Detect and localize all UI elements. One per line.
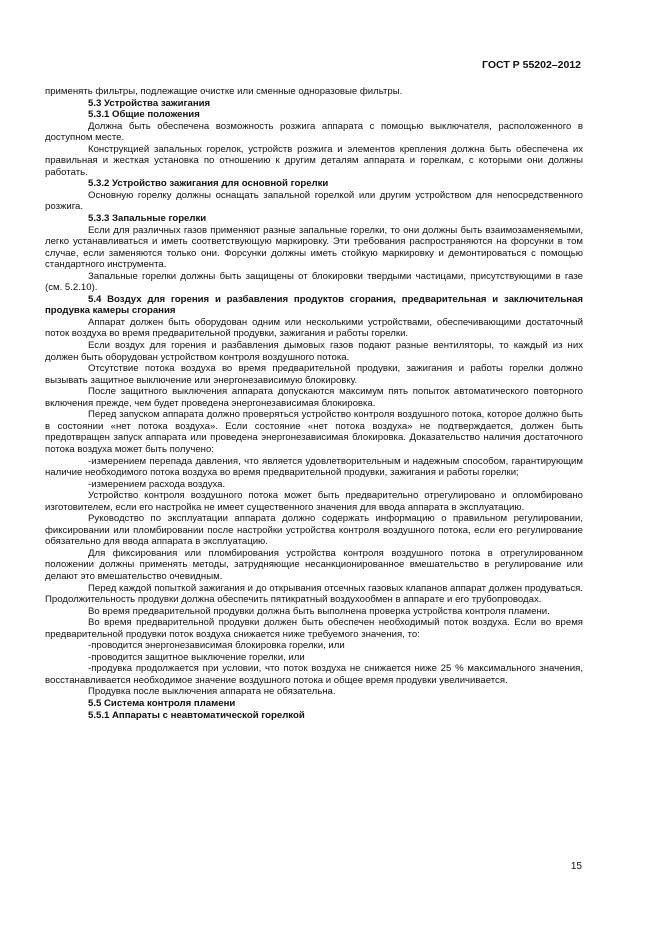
list-item-text: продувка продолжается при условии, что поток воздуха не снижается ниже 25 % максимального значения, восстанавливается необходимое значение воздушного потока и общее время продувки увеличивается. — [45, 663, 583, 686]
list-item-text: измерением перепада давления, что является удовлетворительным и надежным способом, гарантирующим наличие необходимого потока воздуха во время предварительной продувки, зажигания и работы горелки; — [45, 455, 583, 479]
dash-bullet: - — [88, 640, 92, 652]
paragraph: Конструкцией запальных горелок, устройств розжига и элементов крепления должна быть обеспечена их правильная и жесткая установка по отношению к другим деталям аппарата и горелкам, с которыми они должны работать. — [45, 143, 583, 178]
paragraph: Аппарат должен быть оборудован одним или несколькими устройствами, обеспечивающими достаточный поток воздуха во время предварительной продувки, зажигания и работы горелки. — [45, 316, 583, 340]
subsection-heading: 5.3.3 Запальные горелки — [88, 213, 207, 225]
paragraph: Перед каждой попыткой зажигания и до открывания отсечных газовых клапанов аппарат должен продуваться. Продолжительность продувки должна обеспечить пятикратный воздухообмен в аппарате и его трубопроводах. — [45, 582, 583, 606]
list-item — [45, 652, 583, 664]
subsection-heading: 5.3.1 Общие положения — [88, 109, 200, 121]
section-heading: 5.4 Воздух для горения и разбавления продуктов сгорания, предварительная и заключительная продувка камеры сгорания — [45, 293, 583, 317]
paragraph: Во время предварительной продувки должен быть обеспечен необходимый поток воздуха. Если во время предварительной продувки поток воздуха снижается ниже требуемого значения, то: — [45, 617, 583, 640]
list-item-text: проводится защитное выключение горелки, или — [91, 651, 305, 663]
paragraph: После защитного выключения аппарата допускаются максимум пять попыток автоматического повторного включения прежде, чем будет проведена энергонезависимая блокировка. — [45, 386, 583, 409]
list-item — [45, 456, 583, 479]
paragraph: Основную горелку должны оснащать запальной горелкой или другим устройством для непосредственного розжига. — [45, 189, 583, 213]
list-item — [45, 479, 583, 491]
dash-bullet: - — [88, 478, 92, 490]
dash-bullet: - — [88, 651, 92, 663]
subsection-heading: 5.5.1 Аппараты с неавтоматической горелкой — [88, 709, 305, 721]
section-heading: 5.3 Устройства зажигания — [88, 97, 211, 109]
paragraph: Запальные горелки должны быть защищены от блокировки твердыми частицами, присутствующими в газе (см. 5.2.10). — [45, 270, 583, 294]
paragraph: Руководство по эксплуатации аппарата должно содержать информацию о правильном регулировании, фиксировании или пломбировании после настройки устройства контроля воздушного потока, если его регулирование обязательно для ввода аппарата в эксплуатацию. — [45, 513, 583, 548]
list-item — [45, 640, 583, 652]
paragraph: Если для различных газов применяют разные запальные горелки, то они должны быть взаимозаменяемыми, легко устанавливаться и иметь соответствующую маркировку. Эти требования распространяются на форсунки в том случае, если заменяются только они. Форсунки должны иметь стойкую маркировку и демонтироваться с помощью стандартного инструмента. — [45, 224, 583, 271]
document-body — [45, 86, 583, 721]
paragraph: Устройство контроля воздушного потока может быть предварительно отрегулировано и опломбировано изготовителем, если его настройка не имеет существенного значения для ввода аппарата в эксплуатацию. — [45, 490, 583, 513]
paragraph: Для фиксирования или пломбирования устройства контроля воздушного потока в отрегулированном положении должны применять методы, затрудняющие несанкционированное вмешательство в регулирование или делают это вмешательство очевидным. — [45, 547, 583, 582]
paragraph: Если воздух для горения и разбавления дымовых газов подают разные вентиляторы, то каждый из них должен быть оборудован устройством контроля воздушного потока. — [45, 340, 583, 363]
paragraph: Должна быть обеспечена возможность розжига аппарата с помощью выключателя, расположенного в доступном месте. — [45, 120, 583, 144]
page-number: 15 — [570, 861, 582, 872]
paragraph: Во время предварительной продувки должна быть выполнена проверка устройства контроля пламени. — [88, 605, 550, 617]
document-header: ГОСТ Р 55202–2012 — [482, 59, 581, 71]
list-item-text: измерением расхода воздуха. — [91, 478, 226, 490]
list-item-text: проводится энергонезависимая блокировка горелки, или — [91, 640, 345, 652]
paragraph: Отсутствие потока воздуха во время предварительной продувки, зажигания и работы горелки должно вызывать защитное выключение или энергонезависимую блокировку. — [45, 363, 583, 386]
dash-bullet: - — [88, 455, 92, 467]
paragraph: применять фильтры, подлежащие очистке или сменные одноразовые фильтры. — [45, 86, 403, 97]
section-heading: 5.5 Система контроля пламени — [88, 697, 236, 709]
list-item — [45, 663, 583, 686]
dash-bullet: - — [88, 663, 92, 675]
paragraph: Продувка после выключения аппарата не обязательна. — [88, 686, 336, 698]
paragraph: Перед запуском аппарата должно проверяться устройство контроля воздушного потока, которое должно быть в состоянии «нет потока воздуха». Если состояние «нет потока воздуха» не подтверждается, должен быть предотвращен запуск аппарата или проведена энергонезависимая блокировка. Доказательство наличия достаточного потока воздуха может быть получено: — [45, 409, 583, 455]
subsection-heading: 5.3.2 Устройство зажигания для основной горелки — [88, 178, 329, 190]
